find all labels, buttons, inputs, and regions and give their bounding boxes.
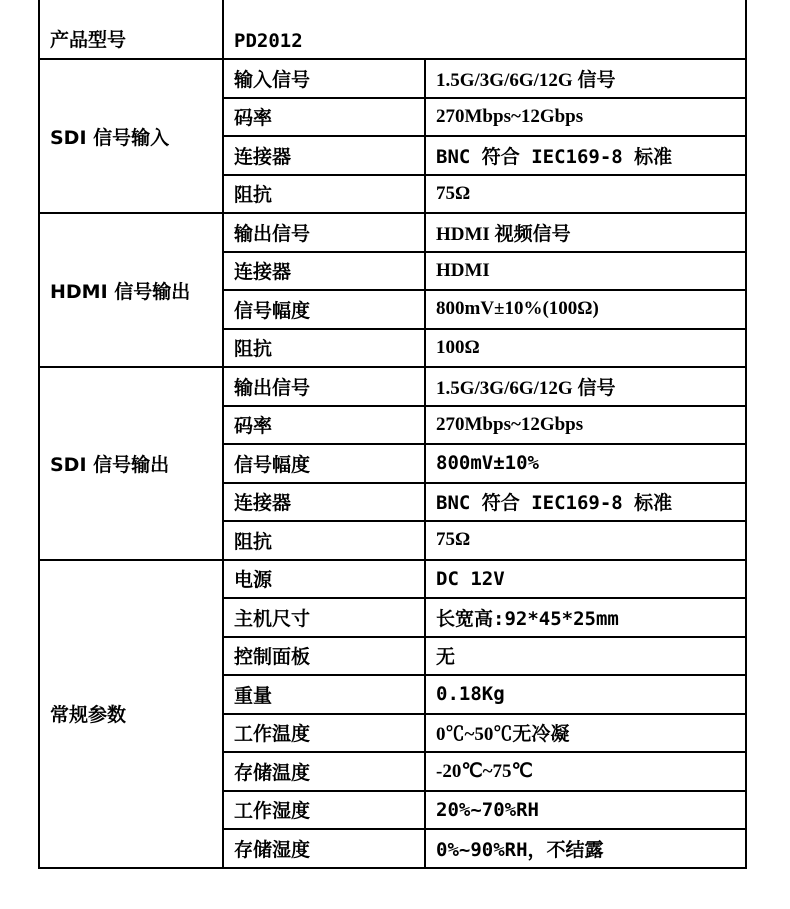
- table-row: [39, 367, 746, 406]
- param-value: 270Mbps~12Gbps: [425, 98, 746, 137]
- param-name: 连接器: [223, 136, 425, 175]
- param-value: 0℃~50℃无冷凝: [425, 714, 746, 753]
- param-value: HDMI: [425, 252, 746, 291]
- param-name: 阻抗: [223, 329, 425, 368]
- param-value: BNC 符合 IEC169-8 标准: [425, 136, 746, 175]
- param-name: 输入信号: [223, 59, 425, 98]
- param-value: 800mV±10%: [425, 444, 746, 483]
- group-general: 常规参数: [39, 560, 223, 868]
- param-value: HDMI 视频信号: [425, 213, 746, 252]
- param-name: 存储温度: [223, 752, 425, 791]
- param-value: DC 12V: [425, 560, 746, 599]
- group-sdi-output: SDI 信号输出: [39, 367, 223, 560]
- param-name: 工作湿度: [223, 791, 425, 830]
- param-value: 75Ω: [425, 175, 746, 214]
- param-value: 0.18Kg: [425, 675, 746, 714]
- param-name: 主机尺寸: [223, 598, 425, 637]
- param-value: 100Ω: [425, 329, 746, 368]
- param-name: 码率: [223, 406, 425, 445]
- param-name: 输出信号: [223, 367, 425, 406]
- spec-table: [38, 0, 747, 869]
- param-value: 1.5G/3G/6G/12G 信号: [425, 59, 746, 98]
- param-value: 270Mbps~12Gbps: [425, 406, 746, 445]
- param-name: 工作温度: [223, 714, 425, 753]
- param-value: 800mV±10%(100Ω): [425, 290, 746, 329]
- param-value: -20℃~75℃: [425, 752, 746, 791]
- table-row: [39, 213, 746, 252]
- param-value: 无: [425, 637, 746, 676]
- param-value: 0%~90%RH，不结露: [425, 829, 746, 868]
- group-sdi-input: SDI 信号输入: [39, 59, 223, 213]
- model-value: PD2012: [223, 0, 746, 59]
- group-hdmi-output: HDMI 信号输出: [39, 213, 223, 367]
- param-name: 连接器: [223, 483, 425, 522]
- param-name: 重量: [223, 675, 425, 714]
- param-name: 信号幅度: [223, 290, 425, 329]
- spec-sheet: [38, 0, 745, 869]
- param-value: 1.5G/3G/6G/12G 信号: [425, 367, 746, 406]
- table-row: [39, 560, 746, 599]
- param-name: 信号幅度: [223, 444, 425, 483]
- model-label: 产品型号: [39, 0, 223, 59]
- param-name: 输出信号: [223, 213, 425, 252]
- param-name: 码率: [223, 98, 425, 137]
- param-value: 长宽高:92*45*25mm: [425, 598, 746, 637]
- table-row: [39, 0, 746, 59]
- table-row: [39, 59, 746, 98]
- param-name: 存储湿度: [223, 829, 425, 868]
- param-name: 控制面板: [223, 637, 425, 676]
- param-value: 20%~70%RH: [425, 791, 746, 830]
- param-value: 75Ω: [425, 521, 746, 560]
- param-name: 阻抗: [223, 521, 425, 560]
- param-name: 阻抗: [223, 175, 425, 214]
- param-value: BNC 符合 IEC169-8 标准: [425, 483, 746, 522]
- param-name: 电源: [223, 560, 425, 599]
- param-name: 连接器: [223, 252, 425, 291]
